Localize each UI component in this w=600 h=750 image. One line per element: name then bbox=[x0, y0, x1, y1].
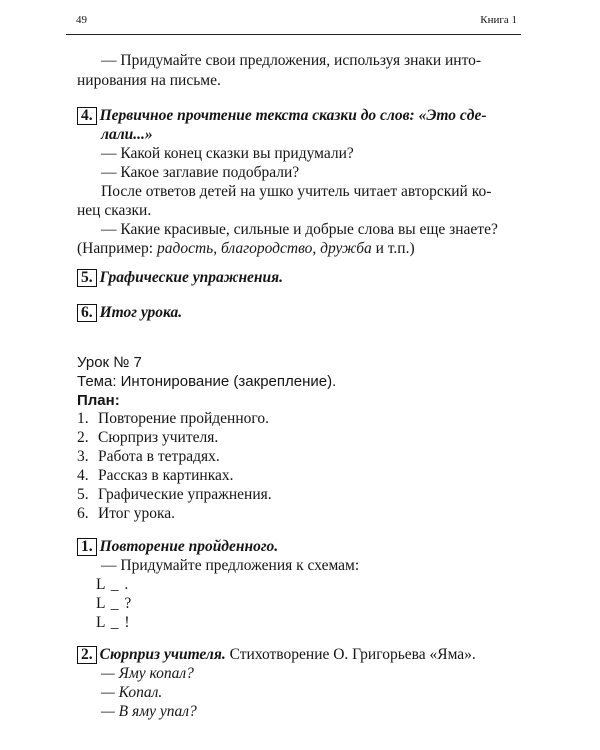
plan-item: 2. Сюрприз учителя. bbox=[77, 429, 219, 446]
plan-item: 3. Работа в тетрадях. bbox=[77, 448, 220, 465]
question-line: — Какое заглавие подобрали? bbox=[101, 164, 300, 181]
page-number: 49 bbox=[76, 14, 87, 26]
section-title-cont: лали...» bbox=[101, 126, 153, 143]
instruction-line: — Придумайте предложения к схемам: bbox=[101, 557, 360, 574]
plan-item: 1. Повторение пройденного. bbox=[77, 410, 269, 427]
section-title: Первичное прочтение текста сказки до слов: «Это сде- bbox=[99, 107, 487, 124]
lesson-topic: Тема: Интонирование (закрепление). bbox=[77, 373, 337, 390]
question-line: — Какой конец сказки вы придумали? bbox=[101, 145, 354, 162]
plan-item: 6. Итог урока. bbox=[77, 505, 176, 522]
plan-item: 5. Графические упражнения. bbox=[77, 486, 272, 503]
section-number-box: 5. bbox=[77, 269, 97, 287]
book-label: Книга 1 bbox=[480, 14, 517, 26]
section-4-heading bbox=[77, 106, 487, 125]
text-line: — Придумайте свои предложения, используя знаки инто- bbox=[101, 52, 482, 69]
section-number-box: 4. bbox=[77, 107, 97, 125]
text-line: нец сказки. bbox=[77, 202, 152, 219]
scheme-line: L _ . bbox=[96, 576, 130, 593]
example-words: радость, благородство, дружба bbox=[157, 240, 372, 257]
section-title: Графические упражнения. bbox=[99, 269, 284, 286]
question-line: — Какие красивые, сильные и добрые слова вы еще знаете? bbox=[101, 221, 498, 238]
section-number-box: 1. bbox=[77, 538, 97, 556]
section-title: Итог урока. bbox=[99, 304, 183, 321]
section-title: Сюрприз учителя. bbox=[99, 646, 226, 663]
poem-line: — Копал. bbox=[101, 684, 163, 701]
section-6-heading bbox=[77, 303, 182, 322]
poem-line: — В яму упал? bbox=[101, 703, 197, 720]
page-header bbox=[66, 12, 521, 35]
text-line: После ответов детей на ушко учитель читает авторский ко- bbox=[101, 183, 492, 200]
lesson-number: Урок № 7 bbox=[77, 354, 142, 371]
scheme-line: L _ ! bbox=[96, 614, 131, 631]
example-line bbox=[77, 239, 415, 258]
block-2-heading bbox=[77, 645, 476, 664]
block-1-heading bbox=[77, 537, 278, 556]
section-subtitle: Стихотворение О. Григорьева «Яма». bbox=[225, 646, 476, 663]
poem-line: — Яму копал? bbox=[101, 665, 194, 682]
plan-item: 4. Рассказ в картинках. bbox=[77, 467, 234, 484]
text-line: нирования на письме. bbox=[77, 72, 221, 89]
section-number-box: 2. bbox=[77, 646, 97, 664]
section-5-heading bbox=[77, 268, 283, 287]
plan-label: План: bbox=[77, 392, 120, 409]
example-suffix: и т.п.) bbox=[371, 240, 415, 257]
section-title: Повторение пройденного. bbox=[99, 538, 279, 555]
scheme-line: L _ ? bbox=[96, 595, 133, 612]
section-number-box: 6. bbox=[77, 304, 97, 322]
example-prefix: (Например: bbox=[77, 240, 157, 257]
